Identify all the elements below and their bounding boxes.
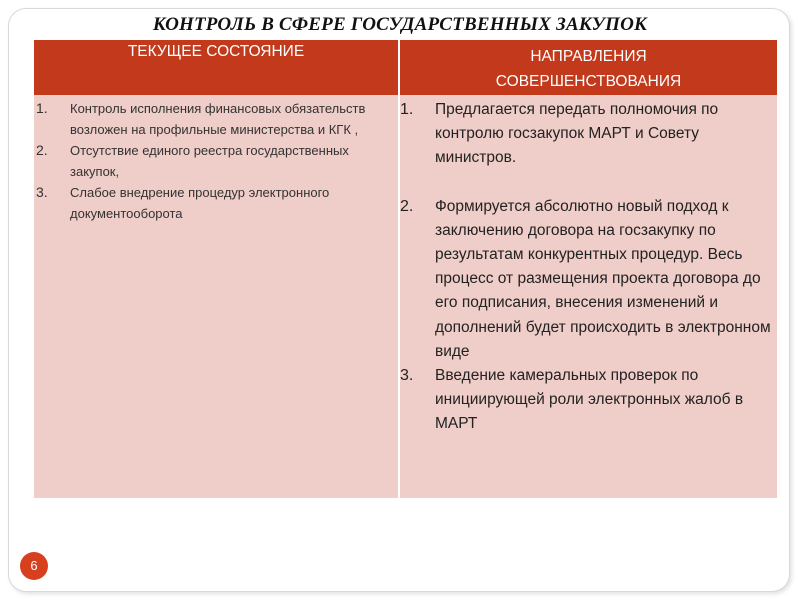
item-text: Контроль исполнения финансовых обязательств возложен на профильные министерства и КГК , xyxy=(70,101,366,137)
header-right-line1: НАПРАВЛЕНИЯ xyxy=(530,48,647,65)
list-item xyxy=(400,364,777,437)
item-text: Предлагается передать полномочия по контролю госзакупок МАРТ и Совету министров. xyxy=(435,101,719,167)
slide-title: КОНТРОЛЬ В СФЕРЕ ГОСУДАРСТВЕННЫХ ЗАКУПОК xyxy=(152,14,648,35)
list-item xyxy=(400,98,777,171)
slide-number-badge: 6 xyxy=(20,552,48,580)
table-header xyxy=(34,40,777,95)
item-number: 3. xyxy=(36,184,48,200)
item-number: 2. xyxy=(36,142,48,158)
item-text: Слабое внедрение процедур электронного документооборота xyxy=(70,185,330,221)
header-improvement-directions xyxy=(400,40,777,95)
item-number: 3. xyxy=(400,367,414,385)
header-right-line2: СОВЕРШЕНСТВОВАНИЯ xyxy=(495,73,682,90)
item-number: 1. xyxy=(36,100,48,116)
item-number: 2. xyxy=(400,197,414,215)
item-text: Формируется абсолютно новый подход к заключению договора на госзакупку по результатам конкурентных процедур. Весь процесс от размещения проекта договора до его подписания, внесения изменений и дополнений будет происходить в электронном виде xyxy=(435,197,771,360)
current-state-column xyxy=(34,98,398,224)
list-item xyxy=(34,98,398,140)
comparison-table xyxy=(34,40,777,498)
improvement-column xyxy=(400,98,777,437)
list-item xyxy=(400,195,777,364)
spacer xyxy=(400,171,777,195)
item-number: 1. xyxy=(400,101,414,118)
item-text: Отсутствие единого реестра государственных закупок, xyxy=(70,143,349,179)
list-item xyxy=(34,140,398,182)
list-item xyxy=(34,182,398,224)
item-text: Введение камеральных проверок по инициирующей роли электронных жалоб в МАРТ xyxy=(435,367,744,433)
header-current-state: ТЕКУЩЕЕ СОСТОЯНИЕ xyxy=(127,43,305,60)
